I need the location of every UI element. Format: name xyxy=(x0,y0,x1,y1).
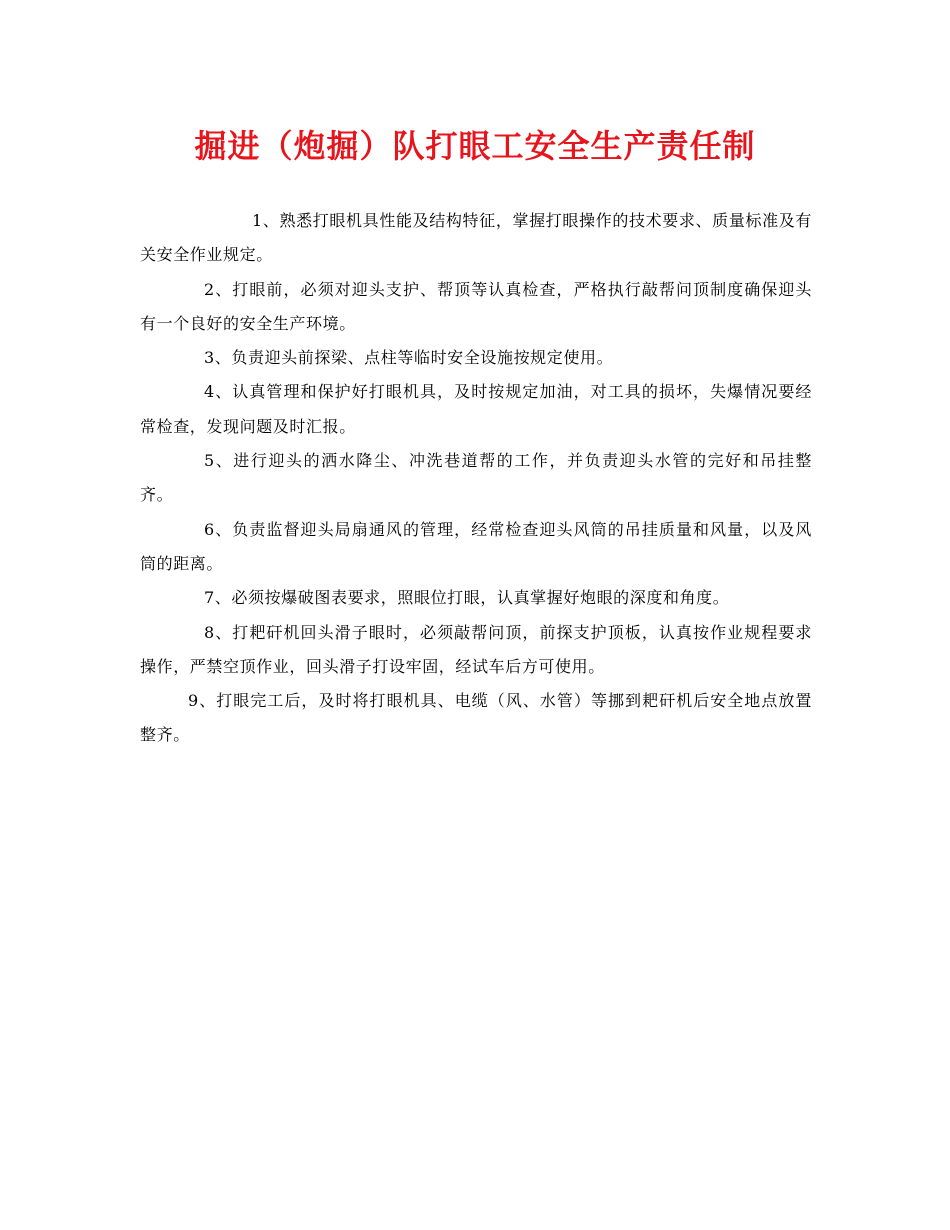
paragraph-6: 6、负责监督迎头局扇通风的管理，经常检查迎头风筒的吊挂质量和风量，以及风筒的距离。 xyxy=(140,519,812,573)
paragraph-7: 7、必须按爆破图表要求，照眼位打眼，认真掌握好炮眼的深度和角度。 xyxy=(204,588,730,608)
paragraph-5: 5、进行迎头的洒水降尘、冲洗巷道帮的工作，并负责迎头水管的完好和吊挂整齐。 xyxy=(140,451,812,505)
paragraph-9: 9、打眼完工后，及时将打眼机具、电缆（风、水管）等挪到耙矸机后安全地点放置整齐。 xyxy=(140,691,812,745)
paragraph-2: 2、打眼前，必须对迎头支护、帮顶等认真检查，严格执行敲帮问顶制度确保迎头有一个良好的安全生产环境。 xyxy=(140,279,812,333)
document-body xyxy=(140,204,812,753)
document-title: 掘进（炮掘）队打眼工安全生产责任制 xyxy=(194,127,756,165)
paragraph-3: 3、负责迎头前探梁、点柱等临时安全设施按规定使用。 xyxy=(204,348,614,368)
paragraph-8: 8、打耙矸机回头滑子眼时，必须敲帮问顶，前探支护顶板，认真按作业规程要求操作，严禁空顶作业，回头滑子打设牢固，经试车后方可使用。 xyxy=(140,622,812,676)
paragraph-4: 4、认真管理和保护好打眼机具，及时按规定加油，对工具的损坏，失爆情况要经常检查，发现问题及时汇报。 xyxy=(140,382,812,436)
paragraph-1: 1、熟悉打眼机具性能及结构特征，掌握打眼操作的技术要求、质量标准及有关安全作业规定。 xyxy=(140,211,812,265)
